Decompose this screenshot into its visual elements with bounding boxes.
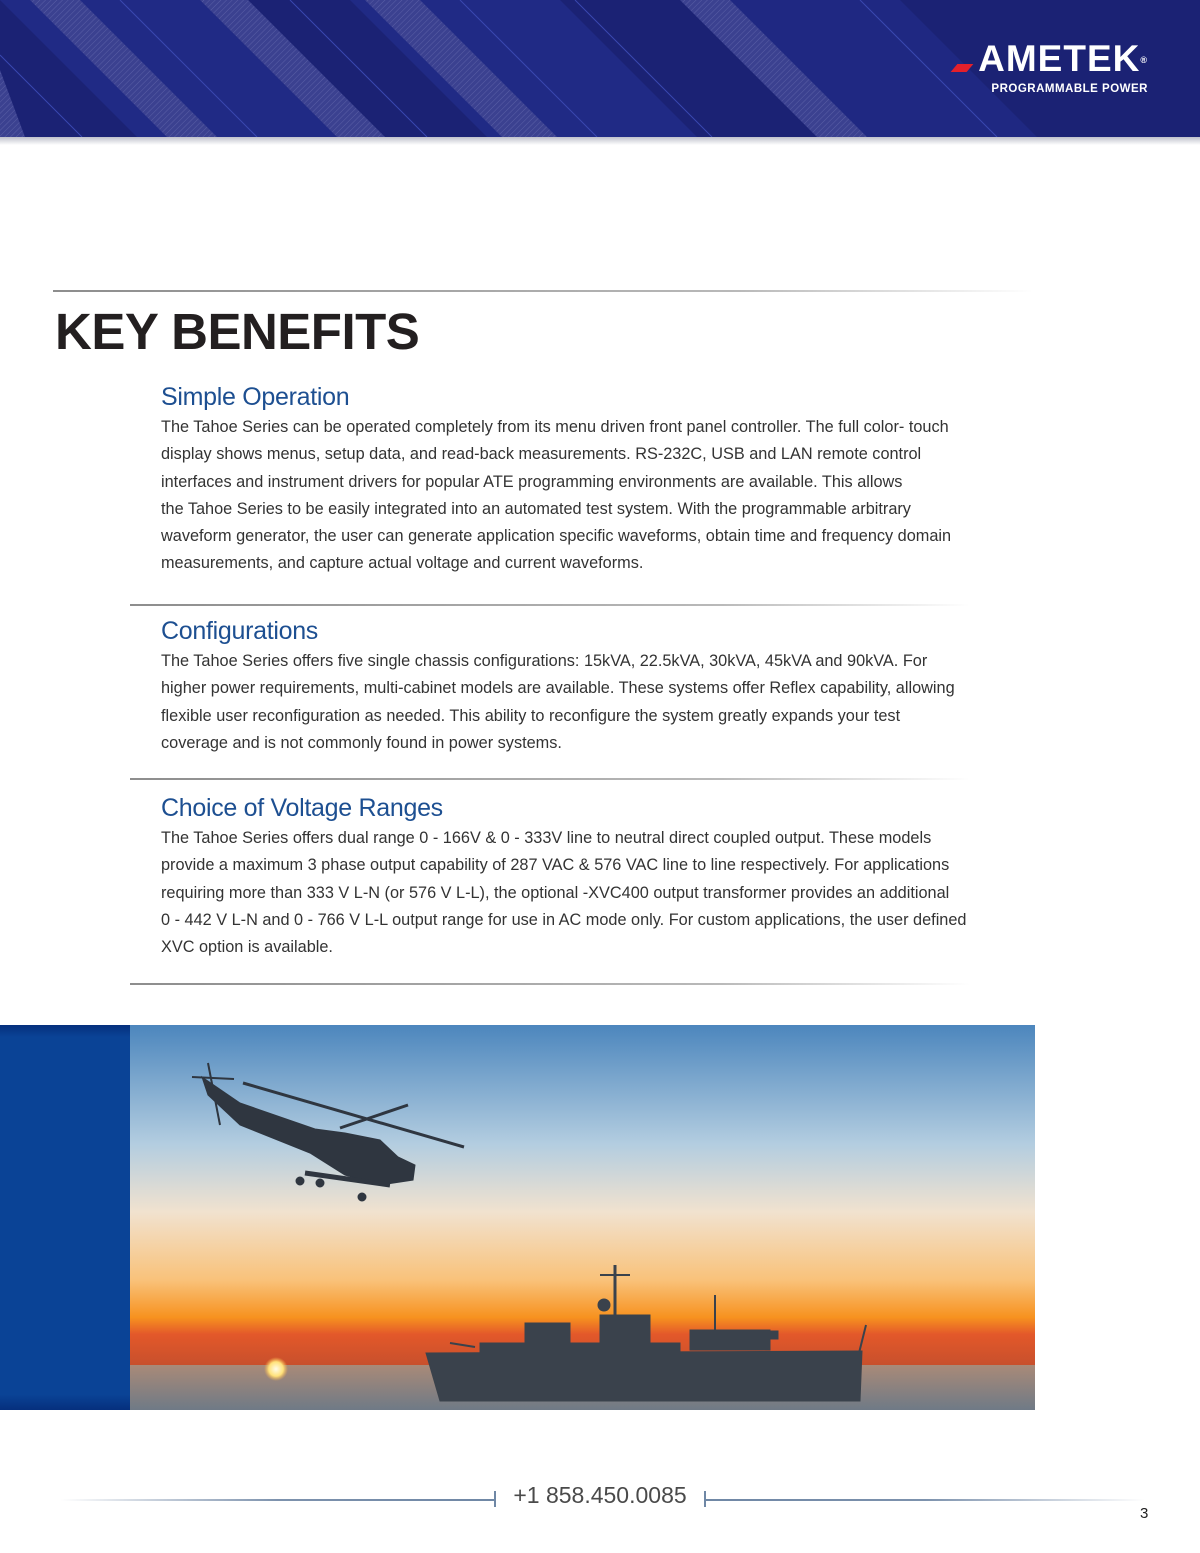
footer-tick-left bbox=[494, 1491, 496, 1507]
section-body bbox=[161, 648, 1041, 757]
banner-shadow bbox=[0, 137, 1200, 145]
body-line: flexible user reconfiguration as needed. This ability to reconfigure the system greatly expands your test bbox=[161, 706, 901, 725]
section-body bbox=[161, 825, 1041, 961]
sun bbox=[264, 1357, 288, 1381]
body-line: The Tahoe Series offers dual range 0 - 166V & 0 - 333V line to neutral direct coupled output. These models bbox=[161, 829, 932, 847]
body-line: 0 - 442 V L-N and 0 - 766 V L-L output range for use in AC mode only. For custom applications, the user defined bbox=[161, 910, 967, 929]
divider bbox=[53, 290, 1033, 292]
divider bbox=[130, 778, 970, 780]
logo-red-accent bbox=[951, 64, 974, 72]
body-line: requiring more than 333 V L-N (or 576 V L-L), the optional -XVC400 output transformer provides an additional bbox=[161, 883, 950, 902]
brand-name: AMETEK bbox=[978, 38, 1141, 79]
section-configurations bbox=[161, 616, 1041, 757]
section-heading: Simple Operation bbox=[161, 383, 350, 411]
divider bbox=[130, 983, 970, 985]
body-line: provide a maximum 3 phase output capability of 287 VAC & 576 VAC line to line respectively. For applications bbox=[161, 856, 950, 875]
page-number: 3 bbox=[1140, 1505, 1149, 1522]
footer-rule-right bbox=[705, 1499, 1145, 1501]
brand-tagline: PROGRAMMABLE POWER bbox=[991, 83, 1148, 95]
body-line: The Tahoe Series can be operated completely from its menu driven front panel controller. The full color- touch bbox=[161, 418, 949, 436]
section-body bbox=[161, 414, 1041, 578]
body-line: interfaces and instrument drivers for popular ATE programming environments are available. This allows bbox=[161, 472, 903, 491]
body-line: coverage and is not commonly found in power systems. bbox=[161, 733, 562, 752]
page-title: KEY BENEFITS bbox=[55, 303, 420, 360]
footer-rule-left bbox=[60, 1499, 495, 1501]
helicopter-ship-photo bbox=[130, 1025, 1035, 1410]
body-line: the Tahoe Series to be easily integrated into an automated test system. With the programmable arbitrary bbox=[161, 499, 911, 518]
section-heading: Choice of Voltage Ranges bbox=[161, 794, 443, 822]
body-line: waveform generator, the user can generate application specific waveforms, obtain time and frequency domain bbox=[161, 527, 952, 546]
logo-wordmark bbox=[948, 40, 1148, 77]
body-line: XVC option is available. bbox=[161, 938, 333, 957]
body-line: higher power requirements, multi-cabinet models are available. These systems offer Reflex capability, allowing bbox=[161, 679, 955, 698]
header-banner bbox=[0, 0, 1200, 137]
sunset-sea-illustration bbox=[130, 1025, 1035, 1410]
section-heading: Configurations bbox=[161, 617, 319, 645]
section-simple-operation bbox=[161, 382, 1041, 578]
ametek-logo bbox=[948, 40, 1148, 95]
body-line: measurements, and capture actual voltage and current waveforms. bbox=[161, 554, 644, 573]
section-voltage-ranges bbox=[161, 793, 1041, 961]
footer-phone: +1 858.450.0085 bbox=[513, 1482, 687, 1508]
body-line: display shows menus, setup data, and read-back measurements. RS-232C, USB and LAN remote control bbox=[161, 445, 922, 464]
body-line: The Tahoe Series offers five single chassis configurations: 15kVA, 22.5kVA, 30kVA, 45kVA and 90kVA. For bbox=[161, 652, 928, 670]
registered-mark: ® bbox=[1140, 55, 1148, 65]
sky bbox=[130, 1025, 1035, 1365]
divider bbox=[130, 604, 970, 606]
side-color-bar bbox=[0, 1025, 130, 1410]
